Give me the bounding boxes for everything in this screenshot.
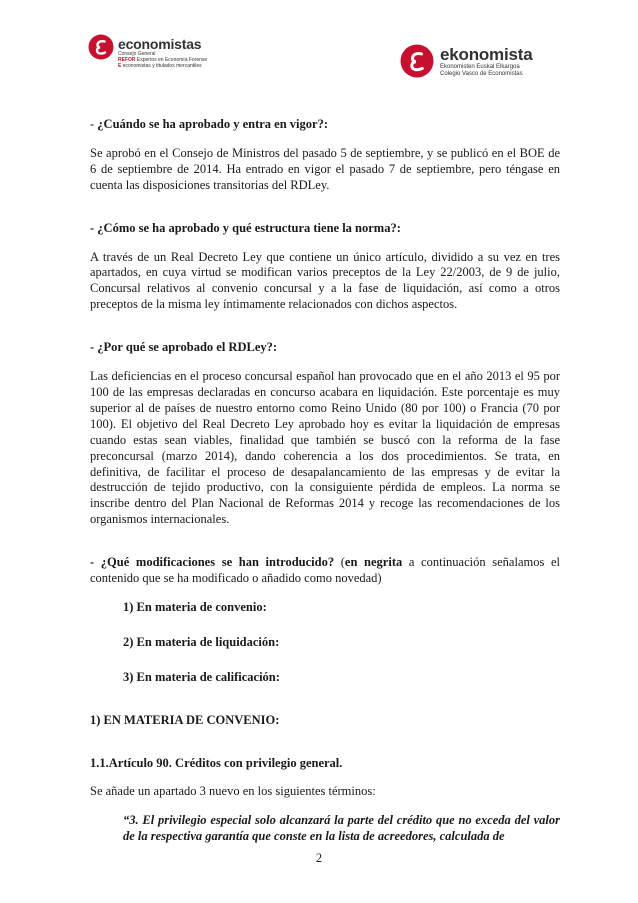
- page-number: 2: [315, 851, 323, 865]
- economistas-logo: [88, 34, 228, 82]
- list-item: 2) En materia de liquidación:: [123, 634, 280, 649]
- right-logo-line2: Colegio Vasco de Economistas: [440, 71, 523, 77]
- left-logo-line3: [118, 63, 207, 69]
- section-3-body: Las deficiencias en el proceso concursal español han provocado que en el año 2013 el 95 por 100 de las empresas declaradas en concurso acabara en liquidación. Este porcentaje es muy superior al de países de nuestro entorno como Reino Unido (80 por 100) o Francia (70 por 100). El objetivo del Real Decreto Ley aprobado hoy es evitar la liquidación de empresas cuando estas sean viables, finalidad que también se buscó con la reforma de la fase preconcursal (marzo 2014), dando coherencia a los dos procedimientos. Se trata, en definitiva, de facilitar el proceso de desapalancamiento de las empresas y de evitar la destrucción de tejido productivo, con la consiguiente pérdida de empleos. La norma se inscribe dentro del Plan Nacional de Reformas 2014 y recoge las recomendaciones de los organismos internacionales.: [90, 369, 560, 527]
- section-1-body: Se aprobó en el Consejo de Ministros del pasado 5 de septiembre, y se publicó en el BOE de 6 de septiembre de 2014. Ha entrado en vigor el pasado 7 de septiembre, pero téngase en cuenta las disposiciones transitorias del RDLey.: [90, 145, 560, 192]
- section-4-heading: [90, 555, 560, 587]
- left-logo-brand: economistas: [118, 36, 202, 52]
- list-item: 1) En materia de convenio:: [123, 599, 267, 614]
- section-4-bold-inline: en negrita: [344, 555, 403, 570]
- section-4-paren: (: [334, 555, 345, 570]
- right-logo-brand: ekonomista: [440, 45, 533, 64]
- left-logo-line1: Consejo General: [118, 51, 156, 57]
- document-body: [90, 117, 560, 845]
- right-logo-line1: Ekonomisten Euskal Elkargoa: [440, 64, 520, 70]
- section-6-quote: “3. El privilegio especial solo alcanzará la parte del crédito que no exceda del valor de la respectiva garantía que conste en la lista de acreedores, calculada de: [123, 813, 560, 844]
- section-5-heading: 1) EN MATERIA DE CONVENIO:: [90, 712, 280, 727]
- section-6-heading: 1.1.Artículo 90. Créditos con privilegio general.: [90, 755, 343, 770]
- ekonomista-logo: [400, 44, 550, 84]
- ekonomista-logo-icon: [400, 44, 434, 78]
- economistas-logo-icon: [88, 34, 114, 60]
- section-1-question: ¿Cuándo se ha aprobado y entra en vigor?:: [97, 117, 328, 131]
- left-logo-refor: REFOR: [118, 57, 136, 63]
- section-1-heading: [90, 117, 560, 133]
- section-3-heading: - ¿Por qué se aprobado el RDLey?:: [90, 340, 278, 355]
- left-logo-line3-prefix: E: [118, 63, 122, 69]
- list-item: 3) En materia de calificación:: [123, 669, 280, 684]
- section-1-dash: -: [90, 117, 98, 131]
- left-logo-line3-rest: economistas y titulados mercantiles: [122, 63, 202, 69]
- section-2-body: A través de un Real Decreto Ley que contiene un único artículo, dividido a su vez en tres apartados, en cuya virtud se modifican varios preceptos de la Ley 22/2003, de 9 de julio, Concursal relativos al convenio concursal y a la fase de liquidación, así como a otros preceptos de la misma ley íntimamente relacionados con dichos aspectos.: [90, 249, 560, 312]
- left-logo-line2-rest: Expertos en Economía Forense: [136, 57, 208, 63]
- section-6-body: Se añade un apartado 3 nuevo en los siguientes términos:: [90, 784, 376, 799]
- section-4-question: - ¿Qué modificaciones se han introducido?: [90, 555, 335, 570]
- section-2-heading: - ¿Cómo se ha aprobado y qué estructura tiene la norma?:: [90, 220, 401, 235]
- section-4-rest: a continuación señalamos el contenido que se ha modificado o añadido como novedad): [90, 555, 560, 586]
